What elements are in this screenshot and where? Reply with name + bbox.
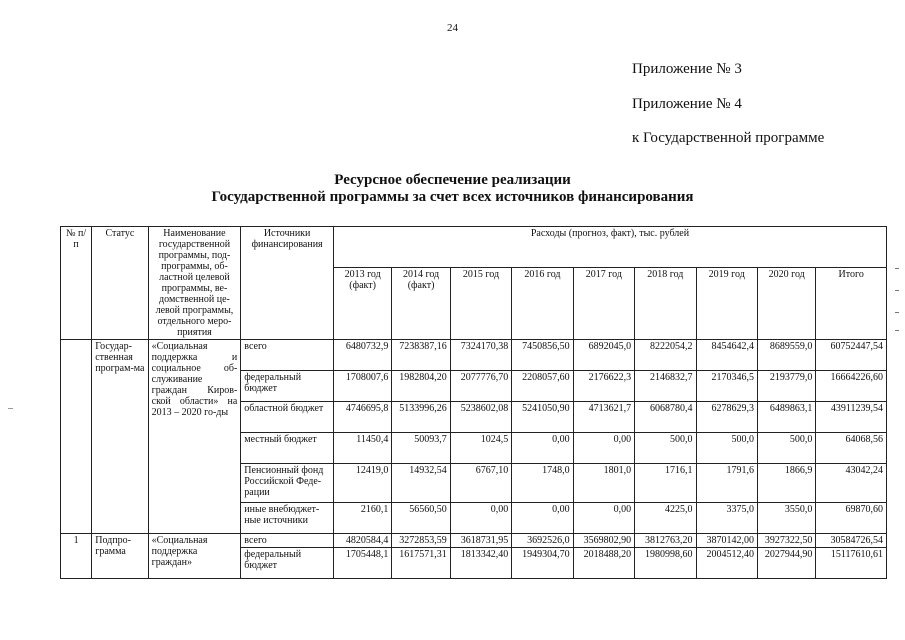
cell-value: 2077776,70: [450, 371, 511, 402]
row-source: областной бюджет: [241, 402, 334, 433]
cell-value: 3692526,0: [512, 534, 573, 548]
header-year: 2019 год: [696, 267, 757, 339]
cell-value: 12419,0: [333, 464, 391, 503]
cell-value: 3618731,95: [450, 534, 511, 548]
page-number: 24: [447, 22, 458, 34]
resource-table: [60, 226, 887, 579]
cell-value: 6278629,3: [696, 402, 757, 433]
header-num: № п/п: [61, 227, 92, 340]
cell-value: 1801,0: [573, 464, 634, 503]
scan-mark: [895, 312, 899, 313]
cell-total: 15117610,61: [816, 548, 887, 579]
cell-value: 500,0: [757, 433, 815, 464]
cell-total: 30584726,54: [816, 534, 887, 548]
header-year: 2017 год: [573, 267, 634, 339]
cell-value: 3375,0: [696, 503, 757, 534]
row-source: всего: [241, 340, 334, 371]
cell-value: 1980998,60: [635, 548, 696, 579]
cell-value: 0,00: [512, 503, 573, 534]
cell-value: 11450,4: [333, 433, 391, 464]
cell-value: 5241050,90: [512, 402, 573, 433]
scan-mark: [895, 290, 899, 291]
row-status: Государ-ственная програм-ма: [92, 340, 148, 534]
cell-value: 0,00: [450, 503, 511, 534]
table-row: [61, 534, 887, 548]
cell-value: 5238602,08: [450, 402, 511, 433]
cell-value: 2160,1: [333, 503, 391, 534]
scan-mark: [895, 268, 899, 269]
cell-value: 7238387,16: [392, 340, 450, 371]
cell-value: 1748,0: [512, 464, 573, 503]
header-status: Статус: [92, 227, 148, 340]
cell-value: 2004512,40: [696, 548, 757, 579]
table-row: [61, 340, 887, 371]
cell-value: 0,00: [512, 433, 573, 464]
cell-value: 0,00: [573, 503, 634, 534]
cell-value: 8689559,0: [757, 340, 815, 371]
cell-value: 6489863,1: [757, 402, 815, 433]
cell-value: 7324170,38: [450, 340, 511, 371]
cell-value: 7450856,50: [512, 340, 573, 371]
cell-value: 2170346,5: [696, 371, 757, 402]
row-source: федеральный бюджет: [241, 371, 334, 402]
cell-value: 1813342,40: [450, 548, 511, 579]
header-year: 2013 год (факт): [333, 267, 391, 339]
cell-value: 5133996,26: [392, 402, 450, 433]
cell-value: 1791,6: [696, 464, 757, 503]
cell-total: 43911239,54: [816, 402, 887, 433]
cell-value: 6480732,9: [333, 340, 391, 371]
cell-value: 50093,7: [392, 433, 450, 464]
row-source: всего: [241, 534, 334, 548]
cell-value: 2193779,0: [757, 371, 815, 402]
cell-value: 3550,0: [757, 503, 815, 534]
row-source: федеральный бюджет: [241, 548, 334, 579]
cell-value: 1949304,70: [512, 548, 573, 579]
header-year: 2018 год: [635, 267, 696, 339]
cell-value: 3272853,59: [392, 534, 450, 548]
cell-value: 2018488,20: [573, 548, 634, 579]
cell-value: 500,0: [696, 433, 757, 464]
cell-value: 1982804,20: [392, 371, 450, 402]
cell-value: 2027944,90: [757, 548, 815, 579]
annex-line-2: Приложение № 4: [632, 96, 742, 112]
header-sources: Источники финансирования: [241, 227, 334, 340]
row-status: Подпро-грамма: [92, 534, 148, 579]
cell-value: 3812763,20: [635, 534, 696, 548]
header-year: 2014 год (факт): [392, 267, 450, 339]
cell-total: 43042,24: [816, 464, 887, 503]
header-expenses: Расходы (прогноз, факт), тыс. рублей: [333, 227, 886, 268]
cell-total: 64068,56: [816, 433, 887, 464]
cell-value: 2208057,60: [512, 371, 573, 402]
cell-value: 56560,50: [392, 503, 450, 534]
cell-value: 500,0: [635, 433, 696, 464]
cell-value: 8454642,4: [696, 340, 757, 371]
title-line-1: Ресурсное обеспечение реализации: [334, 172, 571, 188]
row-num: 1: [61, 534, 92, 579]
cell-total: 69870,60: [816, 503, 887, 534]
cell-value: 1866,9: [757, 464, 815, 503]
cell-total: 60752447,54: [816, 340, 887, 371]
scan-mark: [8, 408, 13, 409]
cell-value: 2176622,3: [573, 371, 634, 402]
cell-value: 1708007,6: [333, 371, 391, 402]
cell-value: 3569802,90: [573, 534, 634, 548]
cell-value: 1024,5: [450, 433, 511, 464]
cell-value: 14932,54: [392, 464, 450, 503]
cell-value: 6767,10: [450, 464, 511, 503]
header-total: Итого: [816, 267, 887, 339]
header-year: 2015 год: [450, 267, 511, 339]
cell-value: 4746695,8: [333, 402, 391, 433]
cell-value: 4820584,4: [333, 534, 391, 548]
row-name: «Социальная поддержка граждан»: [148, 534, 241, 579]
cell-value: 3927322,50: [757, 534, 815, 548]
row-source: местный бюджет: [241, 433, 334, 464]
cell-value: 1716,1: [635, 464, 696, 503]
header-name: Наименование государственной программы, под-программы, об-ластной целевой программы, ве-домственной це-левой программы, отдельного меро-приятия: [148, 227, 241, 340]
row-source: иные внебюджет-ные источники: [241, 503, 334, 534]
cell-value: 8222054,2: [635, 340, 696, 371]
title-line-2: Государственной программы за счет всех источников финансирования: [211, 189, 694, 205]
row-name: «Социальная поддержка и социальное об-служивание граждан Киров-ской области» на 2013 – 2020 го-ды: [148, 340, 241, 534]
cell-value: 4225,0: [635, 503, 696, 534]
cell-value: 1705448,1: [333, 548, 391, 579]
cell-value: 6068780,4: [635, 402, 696, 433]
row-num: [61, 340, 92, 534]
cell-value: 1617571,31: [392, 548, 450, 579]
cell-value: 6892045,0: [573, 340, 634, 371]
cell-value: 0,00: [573, 433, 634, 464]
annex-line-1: Приложение № 3: [632, 61, 742, 77]
cell-value: 3870142,00: [696, 534, 757, 548]
annex-line-3: к Государственной программе: [632, 130, 825, 146]
scan-mark: [895, 330, 899, 331]
header-year: 2016 год: [512, 267, 573, 339]
document-title: [0, 172, 905, 206]
cell-value: 2146832,7: [635, 371, 696, 402]
header-row-1: [61, 227, 887, 268]
cell-value: 4713621,7: [573, 402, 634, 433]
header-year: 2020 год: [757, 267, 815, 339]
row-source: Пенсионный фонд Российской Феде-рации: [241, 464, 334, 503]
cell-total: 16664226,60: [816, 371, 887, 402]
